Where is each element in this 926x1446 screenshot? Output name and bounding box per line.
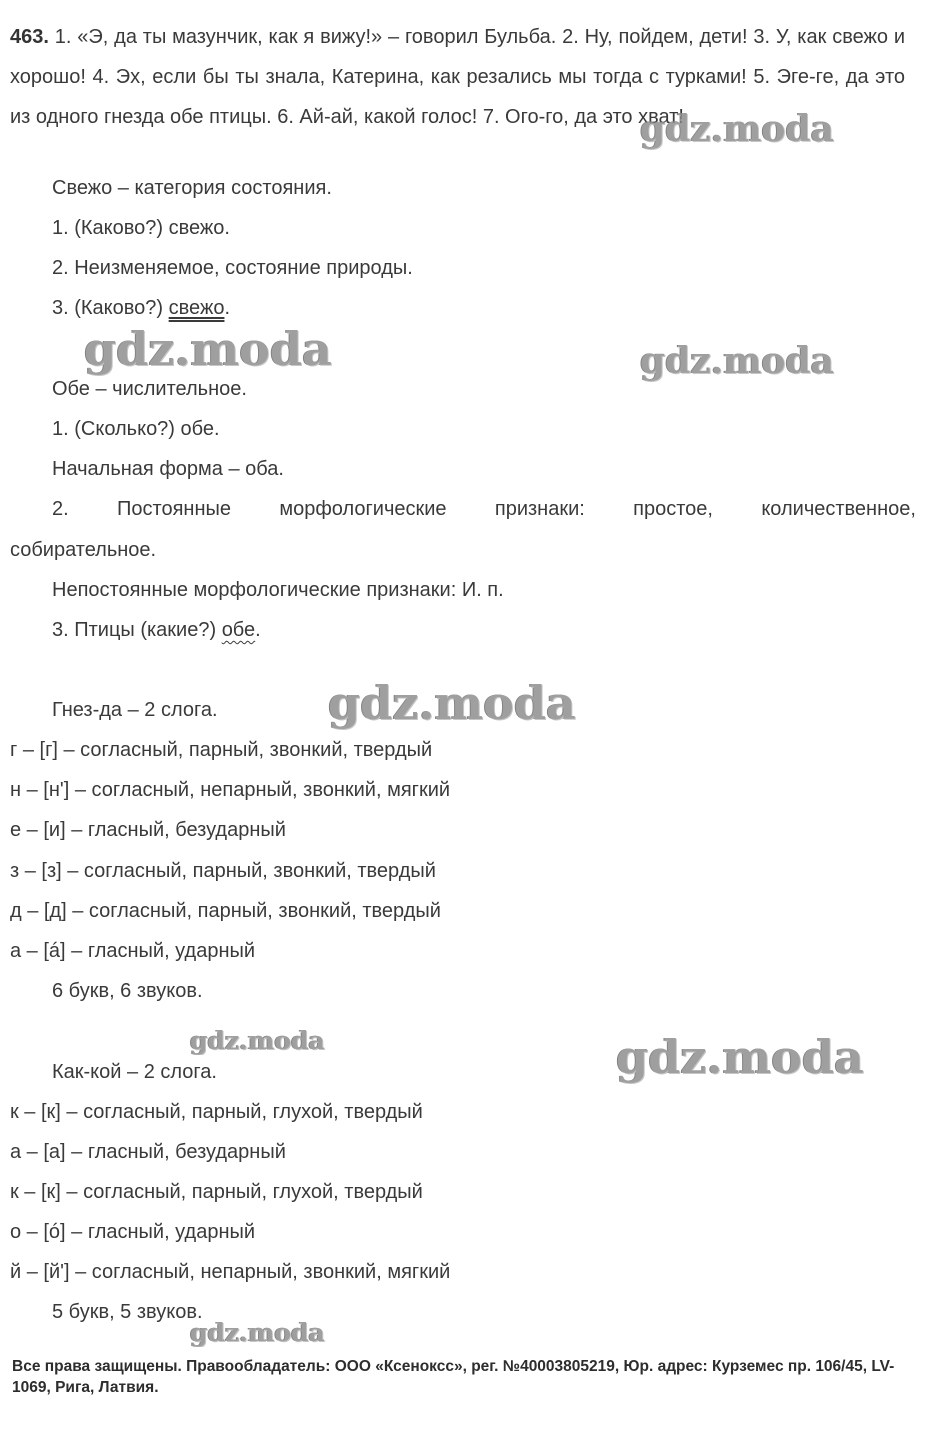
gnezda-title: Гнез-да – 2 слога. [52,699,218,721]
kakoy-row: к – [к] – согласный, парный, глухой, твердый [10,1101,423,1123]
gnezda-row: н – [н'] – согласный, непарный, звонкий, мягкий [10,779,451,801]
gnezda-row: д – [д] – согласный, парный, звонкий, твердый [10,900,441,922]
svezho-line-3-suffix: . [224,297,231,319]
obe-line-5 [52,618,261,642]
obe-line-3-word: количественное, [761,498,916,520]
gnezda-summary: 6 букв, 6 звуков. [52,980,203,1002]
svezho-line-3-prefix: 3. (Каково?) [52,297,169,319]
gnezda-row: г – [г] – согласный, парный, звонкий, твердый [10,739,433,761]
kakoy-row: к – [к] – согласный, парный, глухой, твердый [10,1181,423,1203]
obe-title: Обе – числительное. [52,378,247,400]
obe-line-3 [52,497,916,521]
svezho-line-2: 2. Неизменяемое, состояние природы. [52,257,413,279]
obe-line-3-word: простое, [633,498,713,520]
svezho-line-1: 1. (Каково?) свежо. [52,217,230,239]
obe-line-3-word: морфологические [279,498,447,520]
obe-line-2: Начальная форма – оба. [52,458,284,480]
task-number: 463. [10,26,49,48]
kakoy-title: Как-кой – 2 слога. [52,1061,217,1083]
watermark-logo: gdz.moda [190,1318,325,1347]
obe-line-1: 1. (Сколько?) обе. [52,418,220,440]
obe-line-5-suffix: . [255,619,261,641]
kakoy-row: й – [й'] – согласный, непарный, звонкий, мягкий [10,1261,451,1283]
obe-line-4: Непостоянные морфологические признаки: И. п. [52,579,504,601]
watermark-logo: gdz.moda [190,1026,325,1055]
watermark-logo: gdz.moda [616,1030,864,1084]
kakoy-row: а – [а] – гласный, безударный [10,1141,286,1163]
task-text: 1. «Э, да ты мазунчик, как я вижу!» – говорил Бульба. 2. Ну, пойдем, дети! 3. У, как свежо и хорошо! 4. Эх, если бы ты знала, Катерина, как резались мы тогда с турками! 5. Эге-ге, да это из одного гнезда обе птицы. 6. Ай-ай, какой голос! 7. Ого-го, да это хват! [10,26,905,128]
svezho-title: Свежо – категория состояния. [52,177,332,199]
gnezda-row: а – [á] – гласный, ударный [10,940,256,962]
svezho-line-3 [52,296,230,320]
gnezda-row: е – [и] – гласный, безударный [10,819,286,841]
obe-line-5-prefix: 3. Птицы (какие?) [52,619,222,641]
gnezda-row: з – [з] – согласный, парный, звонкий, твердый [10,860,436,882]
obe-line-3-continuation: собирательное. [10,539,157,561]
watermark-logo: gdz.moda [84,322,332,376]
obe-underlined-word: обе [221,619,256,641]
kakoy-row: о – [ó] – гласный, ударный [10,1221,256,1243]
copyright-footer: Все права защищены. Правообладатель: ООО «Ксеноксс», рег. №40003805219, Юр. адрес: Курземес пр. 106/45, LV-1069, Рига, Латвия. [12,1358,895,1396]
obe-line-3-word: 2. [52,498,69,520]
obe-line-3-word: Постоянные [117,498,231,520]
watermark-logo: gdz.moda [640,108,834,150]
watermark-logo: gdz.moda [328,676,576,730]
obe-line-3-word: признаки: [494,498,585,520]
kakoy-summary: 5 букв, 5 звуков. [52,1301,203,1323]
svezho-underlined-word: свежо [168,297,225,319]
watermark-logo: gdz.moda [640,340,834,382]
